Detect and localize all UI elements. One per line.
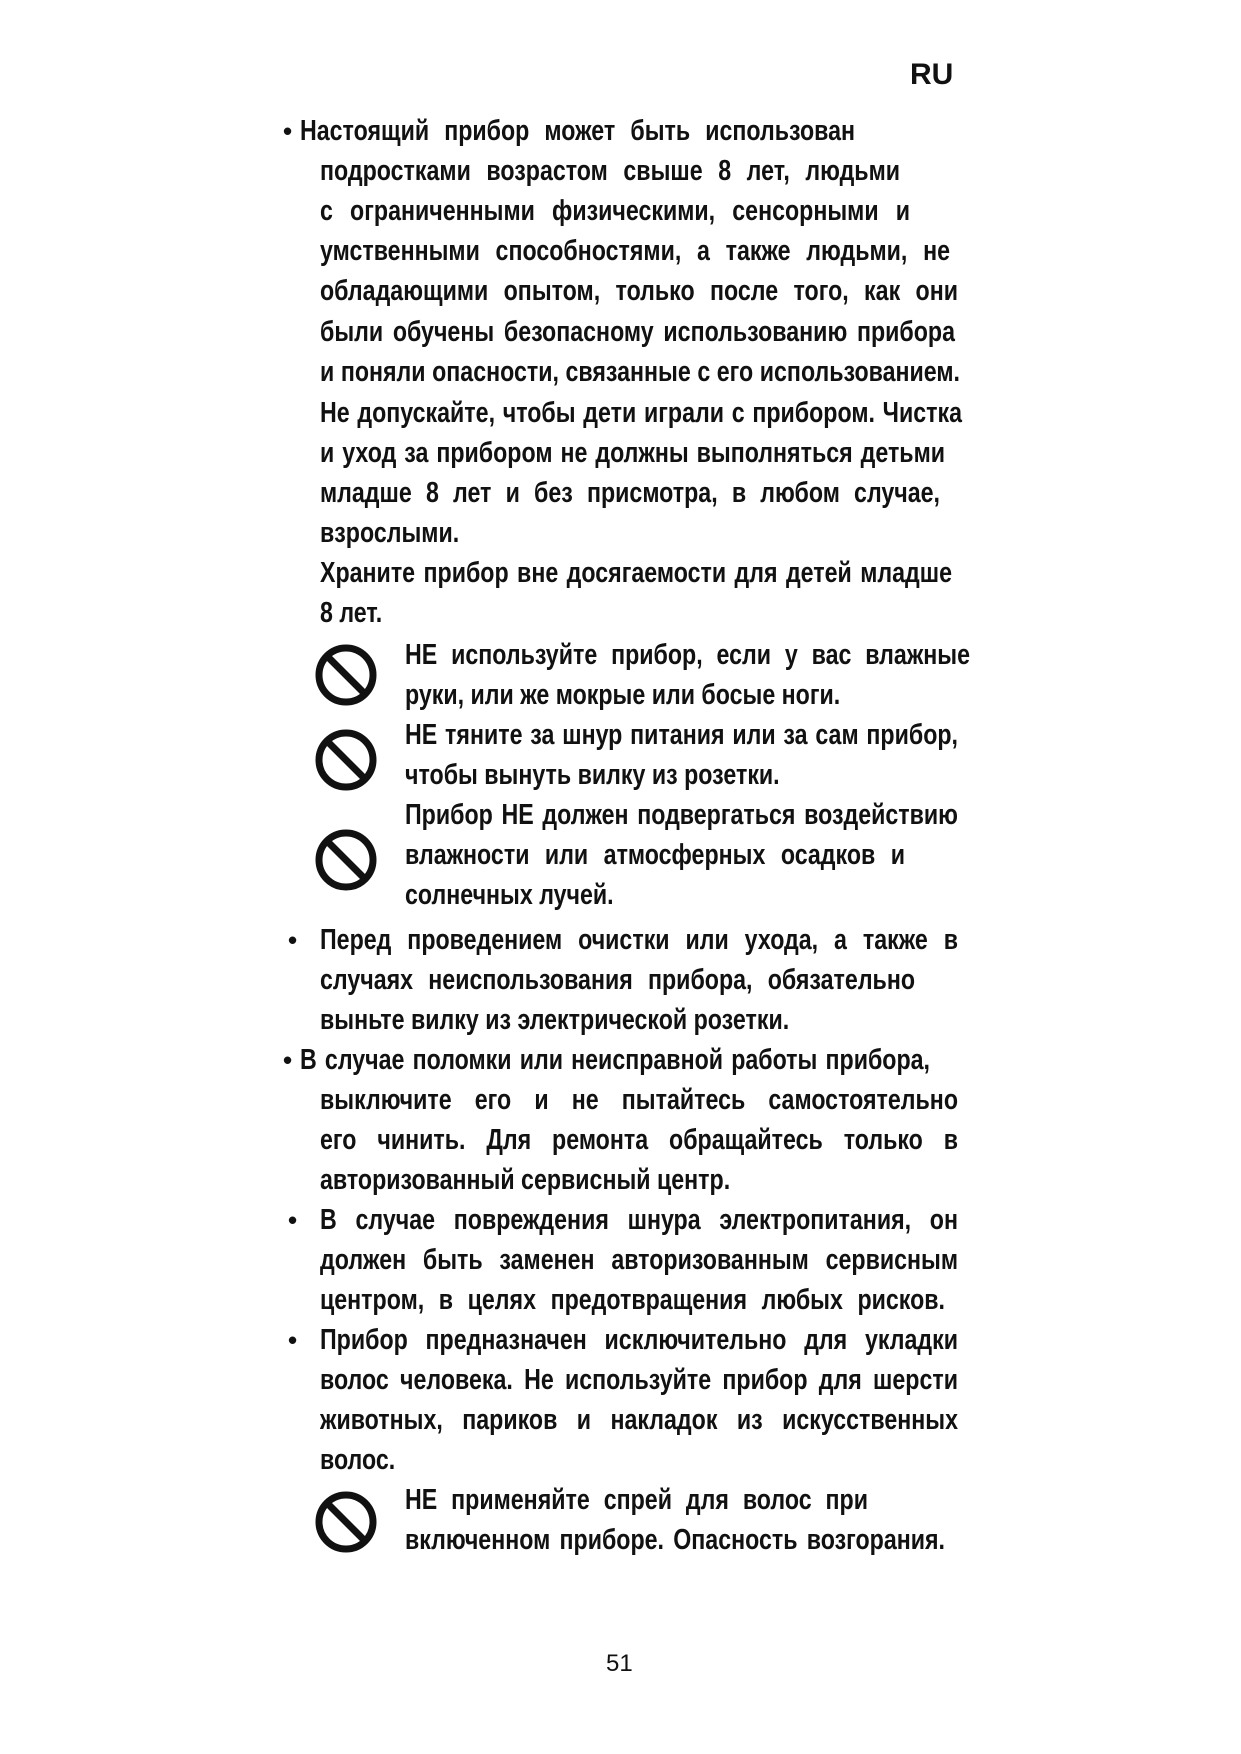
text-line-content: центром, в целях предотвращения любых рисков.	[320, 1284, 945, 1316]
text-line	[320, 960, 915, 1000]
text-line-content: и поняли опасности, связанные с его использованием.	[320, 356, 960, 388]
text-line	[320, 352, 960, 392]
text-line	[320, 433, 945, 473]
text-line-content: солнечных лучей.	[405, 879, 614, 911]
text-line	[320, 271, 958, 311]
text-line	[405, 1520, 945, 1560]
text-line	[320, 191, 910, 231]
text-line	[320, 513, 560, 553]
text-line-content: Не допускайте, чтобы дети играли с прибором. Чистка	[320, 397, 962, 429]
text-line	[405, 635, 970, 675]
prohibited-icon	[313, 727, 379, 793]
text-line-content: его чинить. Для ремонта обращайтесь только в	[320, 1124, 958, 1156]
text-line-content: Прибор предназначен исключительно для укладки	[320, 1324, 958, 1356]
bullet-icon: •	[288, 1205, 298, 1235]
text-line	[320, 312, 955, 352]
text-line-content: влажности или атмосферных осадков и	[405, 839, 905, 871]
text-line-content: выньте вилку из электрической розетки.	[320, 1004, 790, 1036]
text-line	[320, 1120, 958, 1160]
text-line-content: авторизованный сервисный центр.	[320, 1164, 731, 1196]
page-number: 51	[606, 1650, 633, 1677]
text-line	[320, 231, 950, 271]
text-line	[405, 875, 640, 915]
text-line-content: взрослыми.	[320, 517, 460, 549]
text-line-content: случаях неиспользования прибора, обязательно	[320, 964, 915, 996]
text-line-content: должен быть заменен авторизованным сервисным	[320, 1244, 958, 1276]
bullet-icon: •	[283, 1045, 293, 1075]
text-line	[405, 755, 785, 795]
text-line	[320, 151, 900, 191]
text-line	[320, 473, 940, 513]
prohibited-icon	[313, 827, 379, 893]
text-line-content: умственными способностями, а также людьми, не	[320, 235, 950, 267]
text-line	[320, 1000, 805, 1040]
text-line	[320, 1240, 958, 1280]
text-line-content: подростками возрастом свыше 8 лет, людьми	[320, 155, 900, 187]
text-line-content: 8 лет.	[320, 597, 383, 629]
text-line-content: с ограниченными физическими, сенсорными и	[320, 195, 910, 227]
text-line-content: выключите его и не пытайтесь самостоятельно	[320, 1084, 958, 1116]
text-line	[320, 1080, 958, 1120]
text-line	[300, 1040, 930, 1080]
text-line-content: обладающими опытом, только после того, как они	[320, 275, 958, 307]
text-line	[320, 393, 962, 433]
text-line-content: животных, париков и накладок из искусственных	[320, 1404, 958, 1436]
text-line	[405, 715, 958, 755]
text-line	[405, 675, 850, 715]
text-line-content: Храните прибор вне досягаемости для детей младше	[320, 557, 952, 589]
language-code: RU	[910, 58, 954, 91]
text-line-content: В случае поломки или неисправной работы прибора,	[300, 1044, 930, 1076]
text-line	[320, 593, 420, 633]
text-line	[320, 1440, 420, 1480]
text-line	[405, 1480, 868, 1520]
text-line	[405, 835, 905, 875]
text-line	[405, 795, 958, 835]
prohibited-icon	[313, 642, 379, 708]
text-line	[320, 1320, 958, 1360]
text-line-content: В случае повреждения шнура электропитания, он	[320, 1204, 958, 1236]
bullet-icon: •	[288, 925, 298, 955]
text-line-content: волос человека. Не используйте прибор для шерсти	[320, 1364, 958, 1396]
text-line	[320, 1400, 958, 1440]
text-line	[300, 111, 855, 151]
text-line	[320, 553, 952, 593]
text-line-content: включенном приборе. Опасность возгорания.	[405, 1524, 945, 1556]
text-line-content: Настоящий прибор может быть использован	[300, 115, 855, 147]
text-line-content: Прибор НЕ должен подвергаться воздействию	[405, 799, 958, 831]
text-line-content: и уход за прибором не должны выполняться детьми	[320, 437, 945, 469]
bullet-icon: •	[288, 1325, 298, 1355]
text-line-content: НЕ используйте прибор, если у вас влажные	[405, 639, 970, 671]
bullet-icon: •	[283, 116, 293, 146]
prohibited-icon	[313, 1489, 379, 1555]
text-line-content: были обучены безопасному использованию прибора	[320, 316, 955, 348]
text-line	[320, 1200, 958, 1240]
text-line	[320, 1160, 760, 1200]
text-line	[320, 920, 958, 960]
text-line-content: младше 8 лет и без присмотра, в любом случае,	[320, 477, 940, 509]
text-line	[320, 1280, 945, 1320]
text-line-content: НЕ тяните за шнур питания или за сам прибор,	[405, 719, 958, 751]
text-line-content: чтобы вынуть вилку из розетки.	[405, 759, 780, 791]
text-line-content: волос.	[320, 1444, 396, 1476]
text-line-content: руки, или же мокрые или босые ноги.	[405, 679, 841, 711]
text-line-content: НЕ применяйте спрей для волос при	[405, 1484, 868, 1516]
text-line	[320, 1360, 958, 1400]
text-line-content: Перед проведением очистки или ухода, а также в	[320, 924, 958, 956]
